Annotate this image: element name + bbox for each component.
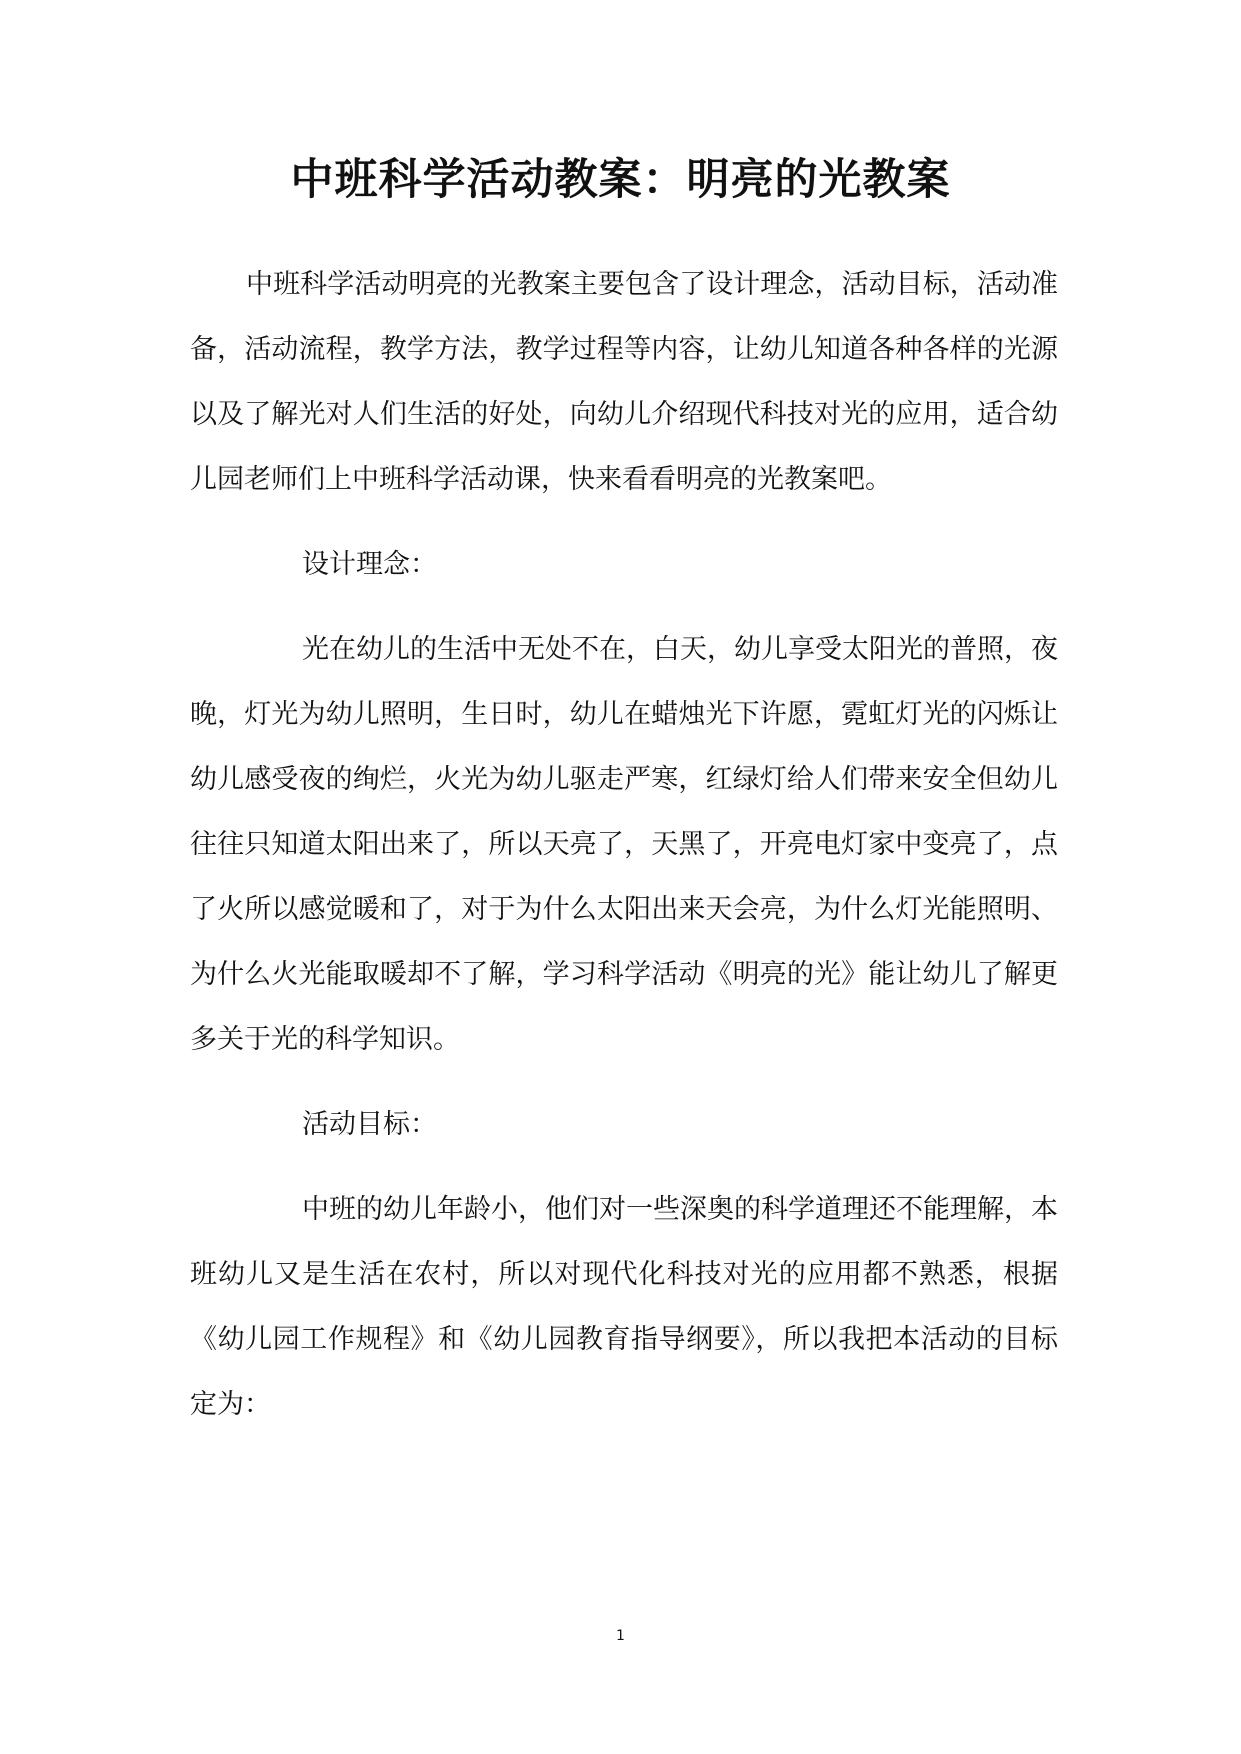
section-heading-activity-goals: 活动目标：	[302, 1109, 437, 1140]
intro-paragraph: 中班科学活动明亮的光教案主要包含了设计理念，活动目标，活动准备，活动流程，教学方法，教学过程等内容，让幼儿知道各种各样的光源以及了解光对人们生活的好处，向幼儿介绍现代科技对光的应用，适合幼儿园老师们上中班科学活动课，快来看看明亮的光教案吧。	[190, 269, 1058, 495]
document-title: 中班科学活动教案：明亮的光教案	[290, 155, 951, 205]
page-number: 1	[616, 1628, 625, 1644]
activity-goals-paragraph: 中班的幼儿年龄小，他们对一些深奥的科学道理还不能理解，本班幼儿又是生活在农村，所以对现代化科技对光的应用都不熟悉，根据《幼儿园工作规程》和《幼儿园教育指导纲要》，所以我把本活动的目标定为：	[190, 1194, 1058, 1420]
design-concept-paragraph: 光在幼儿的生活中无处不在，白天，幼儿享受太阳光的普照，夜晚，灯光为幼儿照明，生日时，幼儿在蜡烛光下许愿，霓虹灯光的闪烁让幼儿感受夜的绚烂，火光为幼儿驱走严寒，红绿灯给人们带来安全但幼儿往往只知道太阳出来了，所以天亮了，天黑了，开亮电灯家中变亮了，点了火所以感觉暖和了，对于为什么太阳出来天会亮，为什么灯光能照明、为什么火光能取暖却不了解，学习科学活动《明亮的光》能让幼儿了解更多关于光的科学知识。	[190, 634, 1058, 1055]
document-body	[190, 252, 1058, 1457]
section-heading-design-concept: 设计理念：	[302, 549, 437, 580]
